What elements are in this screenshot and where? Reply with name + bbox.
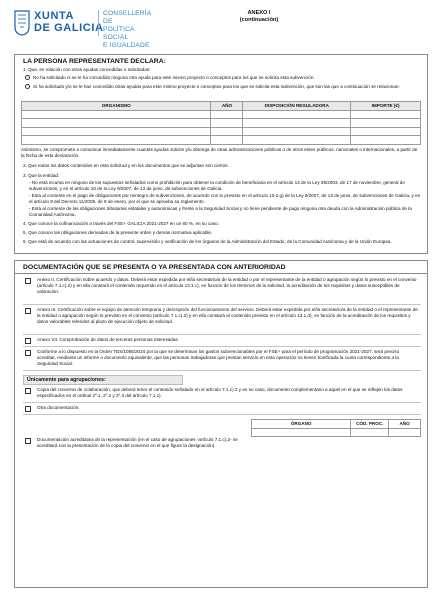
option-no-aid[interactable] (25, 75, 421, 81)
col-organismo: ORGANISMO (22, 102, 211, 111)
table-cell[interactable] (22, 119, 211, 128)
option-yes-aid[interactable] (25, 84, 421, 90)
table-cell[interactable] (243, 119, 351, 128)
col-ano: AÑO (211, 102, 243, 111)
table-row (22, 119, 421, 128)
doc-item-label: Otra documentación. (37, 405, 80, 410)
table-cell[interactable] (22, 127, 211, 136)
doc-item-label: Conforme a lo dispuesto en la Orden TES/1085/2024 por la que se determinan los gastos subvencionables por el FSE+ para el período de programación 2021-2027, será preciso acreditar, mediante un informe o documento equivalente, que las personas trabajadoras que prestan servicio en esta operación no tienen bonificada la cuota correspondiente a la Seguridad Social. (37, 349, 400, 367)
option-no-aid-label: No ha solicitado ni se le ha concedido ninguna otra ayuda para este mismo proyecto o conceptos para los que se solicita esta subvención. (33, 75, 315, 80)
checkbox[interactable] (25, 278, 31, 284)
table-cell[interactable] (211, 136, 243, 145)
checkbox[interactable] (25, 350, 31, 356)
table-cell[interactable] (243, 127, 351, 136)
col-cod-proc: CÓD. PROC. (351, 420, 389, 429)
logo-line2: DE GALICIA (34, 22, 104, 34)
declaration-item-3c: - Está al corriente de las obligaciones tributarias estatales y autonómicas y frente a la Seguridad Social y no tiene pendiente de pago ninguna otra deuda con la Administración pública de la Comunidad Autónoma. (29, 206, 412, 218)
table-cell[interactable] (351, 110, 421, 119)
table-cell[interactable] (211, 119, 243, 128)
doc-item-anexo-ii[interactable] (23, 277, 421, 305)
doc-item-other[interactable] (23, 405, 421, 415)
dept-line2: POLÍTICA SOCIAL (103, 26, 135, 41)
col-disposicion: DISPOSICIÓN REGULADORA (243, 102, 351, 111)
doc-item-representation[interactable] (23, 437, 421, 453)
declaration-item-5: 5. Que conoce las obligaciones derivadas de la presente orden y demás normativa aplicable. (23, 230, 213, 235)
checkbox[interactable] (25, 406, 31, 412)
annex-label (228, 10, 290, 24)
checkbox[interactable] (25, 338, 31, 344)
table-cell[interactable] (351, 127, 421, 136)
table-cell[interactable] (243, 110, 351, 119)
groups-label: Únicamente para agrupaciones: (23, 375, 183, 385)
doc-item-anexo-vii[interactable] (23, 337, 421, 347)
table-cell[interactable] (211, 110, 243, 119)
declaration-item-1: 1. Que, en relación con otras ayudas concedidas o solicitadas: (23, 67, 151, 72)
annex-title: ANEXO I (247, 10, 271, 16)
page-header (14, 8, 424, 48)
doc-item-label: Anexo II. Certificación sobre acuerdo y datos. Deberá estar expedida por el/la secretario/a de la entidad o por el representante de la entidad o agrupación según lo previsto en el convenio (artículo 7.1.c).2) y en ella constará el contenido requerido en el artículo 13.1.c), en función de los términos de la solicitud, la acreditación de los requisitos y datos susceptibles de valoración. (37, 277, 417, 295)
xunta-logo (14, 10, 152, 49)
table-row (22, 110, 421, 119)
table-header-row (252, 420, 421, 429)
checkbox[interactable] (25, 308, 31, 314)
declaration-title: LA PERSONA REPRESENTANTE DECLARA: (23, 58, 166, 65)
department-name (98, 10, 152, 49)
col-importe: IMPORTE (€) (351, 102, 421, 111)
table-row (22, 136, 421, 145)
declaration-item-6: 6. Que está de acuerdo con las actuaciones de control, supervisión y verificación de los órganos de la Administración del Estado, de la Comunidad Autónoma y de la Unión Europea. (23, 239, 392, 244)
radio-no-aid[interactable] (25, 75, 30, 80)
declaration-item-4: 4. Que conoce la cofinanciación a través del FSE+ GALICIA 2021-2027 en un 60 %, en su caso. (23, 221, 219, 226)
commitment-text: Asimismo, se compromete a comunicar inmediatamente cuantas ayudas solicite y/u obtenga de otras administraciones públicas o de otros entes públicos, nacionales o internacionales, a partir de la fecha de esta declaración. (21, 147, 418, 159)
table-cell[interactable] (252, 428, 351, 437)
declaration-item-2: 2. Que todos los datos contenidos en esta solicitud y en los documentos que se adjuntan son ciertos. (23, 163, 229, 168)
doc-item-label: Anexo III. Certificación sobre el equipo de atención temprana y descripción del funcionamiento del servicio. Deberá estar expedida por el/la secretario/a de la entidad o el representante de la entidad o agrupación según lo previsto en el convenio (artículo 7.1.c).2) y en ella constará el contenido previsto en el artículo 13.1.d), en función de la acreditación de los requisitos y datos valorables referidos al plazo de ejecución objeto de solicitud. (37, 307, 418, 325)
table-cell[interactable] (351, 428, 389, 437)
checkbox[interactable] (25, 438, 31, 444)
table-row (252, 428, 421, 437)
declaration-item-3b: - Está al corriente en el pago de obligaciones por reintegro de subvenciones, de acuerdo con lo previsto en el artículo 10.2.g) de la Ley 9/2007, de 13 de junio, de subvenciones de Galicia, y en el artículo 9 del Decreto 11/2009, de 8 de enero, por el que se aprueba su reglamento. (29, 193, 421, 205)
other-aid-table (21, 101, 421, 145)
doc-item-label: Documentación acreditativa de la representación (en el caso de agrupaciones -artículo 7.1.c).2- se acreditará con la presentación de la copia del convenio en el que figure la designación). (37, 437, 238, 449)
table-cell[interactable] (243, 136, 351, 145)
dept-line1: CONSELLERÍA DE (103, 10, 152, 25)
annex-subtitle: (continuación) (239, 17, 279, 23)
table-cell[interactable] (22, 110, 211, 119)
table-header-row (22, 102, 421, 111)
documentation-title: DOCUMENTACIÓN QUE SE PRESENTA O YA PRESENTADA CON ANTERIORIDAD (15, 261, 427, 274)
table-cell[interactable] (351, 136, 421, 145)
doc-item-convenio[interactable] (23, 387, 421, 403)
table-cell[interactable] (351, 119, 421, 128)
col-organo: ÓRGANO (252, 420, 351, 429)
documentation-section (14, 260, 428, 588)
table-cell[interactable] (389, 428, 421, 437)
table-row (22, 127, 421, 136)
doc-item-anexo-iii[interactable] (23, 307, 421, 335)
checkbox[interactable] (25, 388, 31, 394)
radio-yes-aid[interactable] (25, 84, 30, 89)
col-ano: AÑO (389, 420, 421, 429)
option-yes-aid-label: Sí ha solicitado y/o se le han concedido otras ayudas para este mismo proyecto o conceptos para los que se solicita esta subvención, que son las que a continuación se relacionan: (33, 84, 400, 89)
dept-line3: E IGUALDADE (103, 42, 150, 49)
table-cell[interactable] (22, 136, 211, 145)
declaration-item-3a: - No está incursa en ninguno de los supuestos señalados como prohibición para obtener la condición de beneficiaria en el artículo 13 de la Ley 38/2003, de 17 de noviembre, general de subvenciones, y en el artículo 10 de la Ley 9/2007, de 13 de junio, de subvenciones de Galicia. (29, 180, 405, 192)
declaration-section (14, 54, 428, 254)
logo-text (34, 10, 104, 34)
logo-line1: XUNTA (34, 10, 75, 22)
declaration-item-3: 3. Que la entidad: (23, 173, 60, 178)
representation-table (251, 419, 421, 437)
xunta-emblem-icon (14, 10, 30, 36)
doc-item-fse[interactable] (23, 349, 421, 371)
table-cell[interactable] (211, 127, 243, 136)
doc-item-label: Copia del convenio de colaboración, que deberá tener el contenido señalado en el artículo 7.1.c).2 y en su caso, documento complementario a aquel en el que se reflejen los datos especificados en el ordinal 2º.1, 2º.2 y 2º.3 del artículo 7.1.c). (37, 387, 403, 399)
doc-item-label: Anexo VII. Comprobación de datos de terceras personas interesadas. (37, 337, 179, 342)
